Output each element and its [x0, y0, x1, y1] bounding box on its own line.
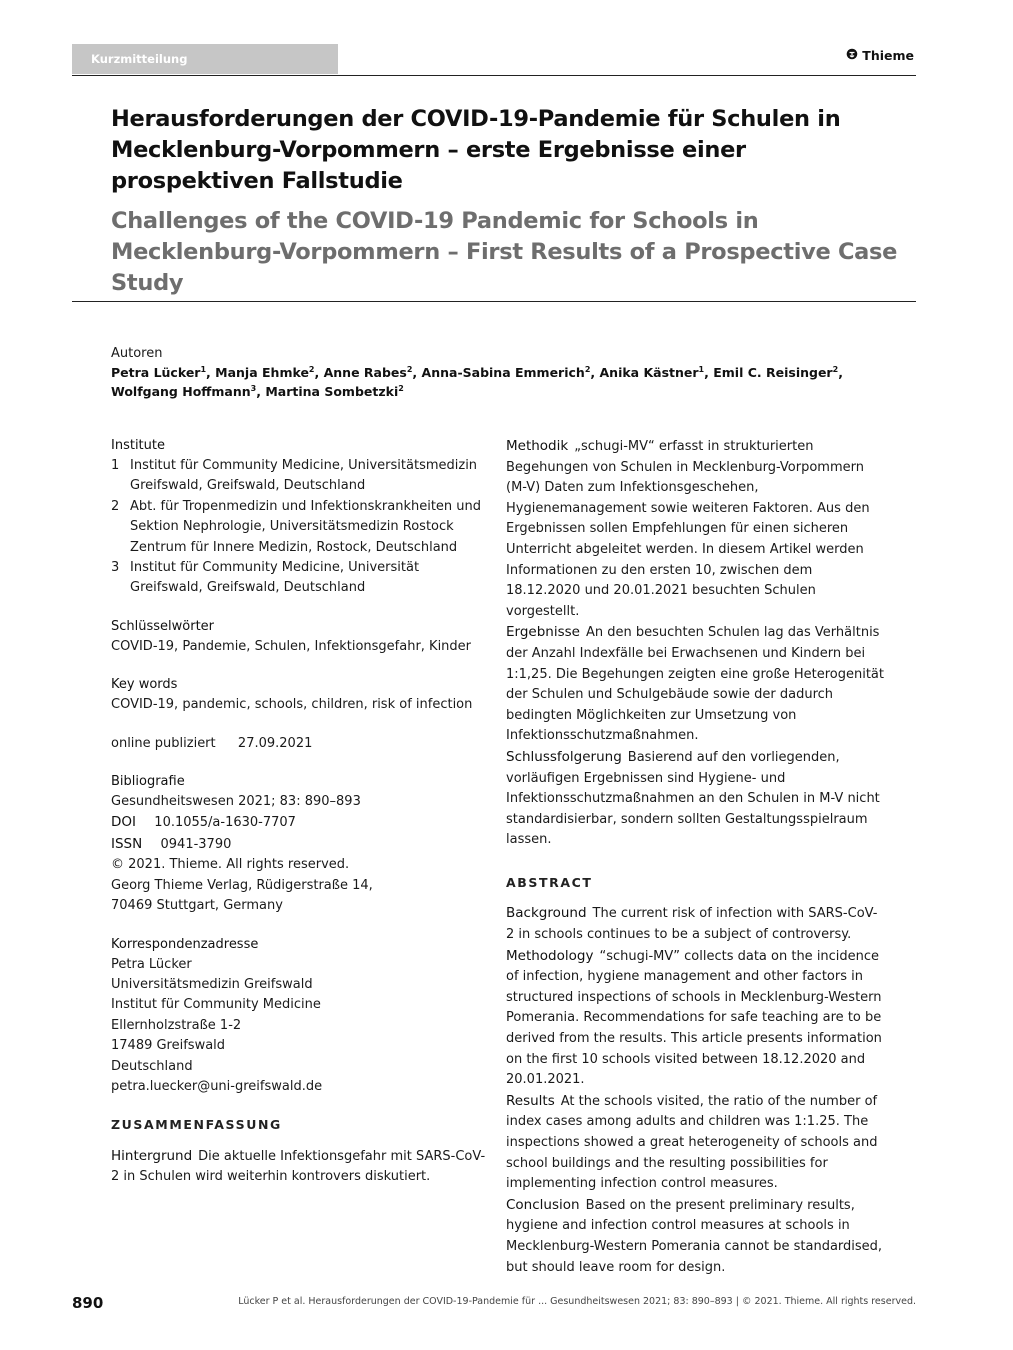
abstract-heading: ABSTRACT	[506, 874, 593, 890]
author-affiliation: 2	[832, 364, 839, 374]
author-affiliation: 1	[200, 364, 207, 374]
article-title-german: Herausforderungen der COVID-19-Pandemie für Schulen in Mecklenburg-Vorpommern – erste Ergebnisse einer prospektiven Fallstudie	[111, 106, 841, 194]
issn-line	[111, 834, 491, 855]
correspondence-line: Deutschland	[111, 1058, 193, 1074]
institutes-heading: Institute	[111, 438, 165, 453]
schlussfolgerung-label: Schlussfolgerung	[506, 748, 622, 765]
author-name: Wolfgang Hoffmann	[111, 384, 251, 399]
publisher-name: Thieme	[862, 48, 914, 63]
footer-citation: Lücker P et al. Herausforderungen der COVID-19-Pandemie für ... Gesundheitswesen 2021; 83: 890–893 | © 2021. Thieme. All rights reserved.	[238, 1296, 916, 1307]
correspondence-line: Petra Lücker	[111, 956, 192, 972]
institute-text: Institut für Community Medicine, Universitätsmedizin Greifswald, Greifswald, Deutschland	[130, 458, 478, 494]
ergebnisse-paragraph	[506, 622, 884, 747]
author-name: Anna-Sabina Emmerich	[421, 365, 585, 380]
published-section	[111, 734, 491, 754]
institute-item	[111, 456, 491, 497]
hintergrund-label: Hintergrund	[111, 1147, 193, 1164]
issn-label: ISSN	[111, 835, 143, 852]
published-label: online publiziert	[111, 735, 216, 751]
hintergrund-paragraph	[111, 1146, 491, 1188]
issn-value: 0941-3790	[160, 836, 232, 852]
methodik-text: „schugi-MV“ erfasst in strukturierten Begehungen von Schulen in Mecklenburg-Vorpommern (M-V) Daten zum Infektionsgeschehen, Hygienemanagement sowie weiteren Faktoren. Aus den Ergebnissen sollen Empfehlungen für einen sicheren Unterricht abgeleitet werden. In diesem Artikel werden Informationen zu den ersten 10, zwischen dem 18.12.2020 und 20.01.2021 besuchten Schulen vorgestellt.	[506, 439, 870, 619]
author-list: Petra Lücker$^1$, Manja Ehmke$^2$, Anne Rabes$^2$, Anna-Sabina Emmerich$^2$, Anika Kästner$^1$, Emil C. Reisinger$^2$, Wolfgang Hoffmann$^3$, Martina Sombetzki$^2$	[111, 364, 843, 399]
published-date: 27.09.2021	[237, 735, 313, 751]
correspondence-heading: Korrespondenzadresse	[111, 936, 259, 952]
page-number: 890	[72, 1294, 104, 1312]
author-affiliation: 2	[584, 364, 591, 374]
zusammenfassung-heading: ZUSAMMENFASSUNG	[111, 1117, 282, 1133]
publisher-logo	[846, 48, 914, 63]
author-affiliation: 1	[698, 364, 705, 374]
background-text: The current risk of infection with SARS-CoV-2 in schools continues to be a subject of controversy.	[506, 906, 878, 943]
author-name: Emil C. Reisinger	[713, 365, 833, 380]
author-name: Martina Sombetzki	[265, 384, 399, 399]
conclusion-text: Based on the present preliminary results, hygiene and infection control measures at schools in Mecklenburg-Western Pomerania cannot be standardised, but should leave room for design.	[506, 1197, 883, 1275]
publisher-city-line: 70469 Stuttgart, Germany	[111, 898, 283, 914]
left-column	[111, 436, 491, 1188]
article-title-english: Challenges of the COVID-19 Pandemic for Schools in Mecklenburg-Vorpommern – First Results of a Prospective Case Study	[111, 208, 898, 296]
title-rule	[72, 301, 916, 302]
institute-text: Institut für Community Medicine, Universität Greifswald, Greifswald, Deutschland	[130, 560, 420, 596]
author-affiliation: 3	[250, 383, 257, 393]
ergebnisse-text: An den besuchten Schulen lag das Verhältnis der Anzahl Indexfälle bei Erwachsenen und Kindern bei 1:1,25. Die Begehungen zeigten eine große Heterogenität der Schulen und Schulgebäude sowie der dadurch bedingten Möglichkeiten zur Umsetzung von Infektionsschutzmaßnahmen.	[506, 625, 884, 744]
copyright-line: © 2021. Thieme. All rights reserved.	[111, 857, 350, 873]
keywords-german-text: COVID-19, Pandemie, Schulen, Infektionsgefahr, Kinder	[111, 638, 472, 654]
doi-line	[111, 812, 491, 833]
background-paragraph	[506, 903, 884, 945]
keywords-english-section	[111, 675, 491, 715]
thieme-logo-icon	[846, 48, 858, 63]
hintergrund-text: Die aktuelle Infektionsgefahr mit SARS-CoV-2 in Schulen wird weiterhin kontrovers diskutiert.	[111, 1148, 486, 1185]
doi-label: DOI	[111, 814, 137, 831]
zusammenfassung-section	[111, 1115, 491, 1187]
author-name: Anne Rabes	[323, 365, 407, 380]
schlussfolgerung-text: Basierend auf den vorliegenden, vorläufigen Ergebnissen sind Hygiene- und Infektionsschutzmaßnahmen an den Schulen in M-V nicht standardisierbar, sondern sollten Gestaltungsspielraum lassen.	[506, 749, 880, 848]
correspondence-line: Universitätsmedizin Greifswald	[111, 976, 313, 992]
background-label: Background	[506, 905, 587, 922]
header-rule	[72, 75, 916, 76]
keywords-english-heading: Key words	[111, 677, 178, 693]
authors-label: Autoren	[111, 346, 163, 361]
correspondence-line: Institut für Community Medicine	[111, 997, 321, 1013]
methodology-paragraph	[506, 946, 884, 1091]
keywords-german-heading: Schlüsselwörter	[111, 618, 215, 634]
ergebnisse-label: Ergebnisse	[506, 624, 580, 641]
conclusion-paragraph	[506, 1195, 884, 1278]
keywords-german-section	[111, 617, 491, 657]
institutes-section	[111, 436, 491, 599]
methodology-label: Methodology	[506, 947, 594, 964]
correspondence-line: Ellernholzstraße 1-2	[111, 1017, 242, 1033]
institute-number: 1	[111, 458, 120, 473]
bibliography-section	[111, 772, 491, 916]
institute-number: 3	[111, 560, 120, 576]
methodology-text: “schugi-MV” collects data on the incidence of infection, hygiene management and other factors in structured inspections of schools in Mecklenburg-Western Pomerania. Recommendations for safe teaching are to be derived from the results. This article presents information on the first 10 schools visited between 18.12.2020 and 20.01.2021.	[506, 948, 882, 1088]
methodik-paragraph	[506, 436, 884, 622]
keywords-english-text: COVID-19, pandemic, schools, children, risk of infection	[111, 697, 473, 713]
results-label: Results	[506, 1092, 555, 1109]
institute-item	[111, 558, 491, 599]
methodik-label: Methodik	[506, 438, 569, 454]
publisher-address-line: Georg Thieme Verlag, Rüdigerstraße 14,	[111, 877, 373, 893]
author-name: Petra Lücker	[111, 365, 201, 380]
conclusion-label: Conclusion	[506, 1196, 580, 1213]
correspondence-line: 17489 Greifswald	[111, 1038, 226, 1054]
results-paragraph	[506, 1091, 884, 1195]
author-affiliation: 2	[308, 364, 315, 374]
author-name: Anika Kästner	[599, 365, 699, 380]
bibliography-heading: Bibliografie	[111, 774, 185, 790]
bibliography-citation: Gesundheitswesen 2021; 83: 890–893	[111, 794, 361, 810]
right-column	[506, 436, 884, 1278]
correspondence-email[interactable]: petra.luecker@uni-greifswald.de	[111, 1078, 323, 1094]
correspondence-section	[111, 935, 491, 1098]
schlussfolgerung-paragraph	[506, 747, 884, 851]
institute-item	[111, 497, 491, 558]
doi-value[interactable]: 10.1055/a-1630-7707	[154, 815, 296, 831]
institute-number: 2	[111, 498, 120, 514]
section-label: Kurzmitteilung	[72, 44, 338, 74]
authors-section	[111, 345, 891, 401]
institute-text: Abt. für Tropenmedizin und Infektionskrankheiten und Sektion Nephrologie, Universitätsmedizin Rostock Zentrum für Innere Medizin, Rostock, Deutschland	[130, 498, 482, 555]
author-affiliation: 2	[406, 364, 413, 374]
author-affiliation: 2	[398, 383, 404, 393]
results-text: At the schools visited, the ratio of the number of index cases among adults and children was 1:1.25. The inspections showed a great heterogeneity of schools and school buildings and the resulting possibilities for implementing infection control measures.	[506, 1093, 878, 1192]
author-name: Manja Ehmke	[215, 365, 309, 380]
